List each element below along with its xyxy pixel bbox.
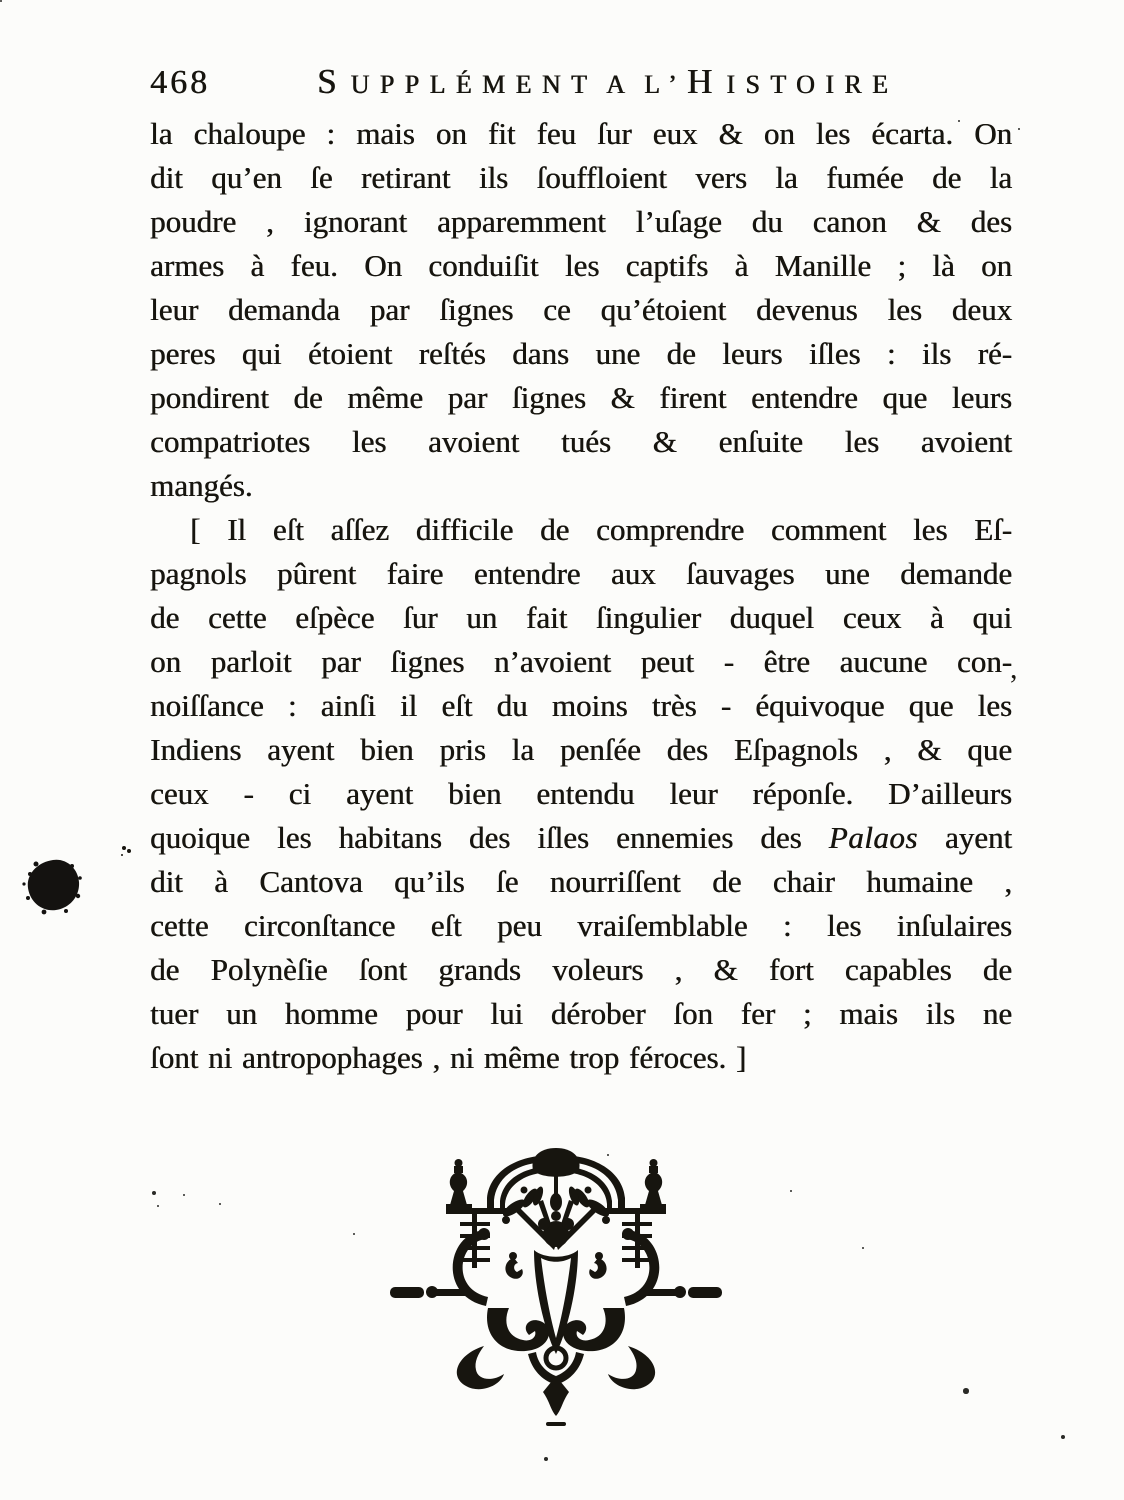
text-line: on parloit par ſignes n’avoient peut - être aucune con-: [150, 644, 1012, 679]
body-text: [150, 112, 1012, 1080]
text-line: cette circonſtance eſt peu vraiſemblable : les inſulaires: [150, 908, 1012, 943]
text-line: Indiens ayent bien pris la penſée des Eſpagnols , & que: [150, 732, 1012, 767]
floral-tailpiece-ornament: [388, 1146, 724, 1446]
text-line: pondirent de même par ſignes & firent entendre que leurs: [150, 380, 1012, 415]
text-line: leur demanda par ſignes ce qu’étoient devenus les deux: [150, 292, 1012, 327]
text-line: dit qu’en ſe retirant ils ſouffloient vers la fumée de la: [150, 160, 1012, 195]
margin-speck: [122, 846, 126, 850]
text-line: la chaloupe : mais on fit feu ſur eux & on les écarta. On: [150, 116, 1012, 151]
text-line: poudre , ignorant apparemment l’uſage du canon & des: [150, 204, 1012, 239]
title-segment: HISTOIRE: [686, 62, 899, 101]
text-line: armes à feu. On conduiſit les captifs à Manille ; là on: [150, 248, 1012, 283]
text-line: ſont ni antropophages , ni même trop féroces. ]: [150, 1040, 747, 1075]
text-line: pagnols pûrent faire entendre aux ſauvages une demande: [150, 556, 1012, 591]
ink-blot: [22, 854, 84, 916]
title-segment: SUPPLÉMENT: [316, 62, 598, 101]
text-line: noiſſance : ainſi il eſt du moins très - équivoque que les: [150, 688, 1012, 723]
page-number: 468: [150, 64, 210, 101]
text-line: ceux - ci ayent bien entendu leur réponſe. D’ailleurs: [150, 776, 1012, 811]
title-segment: A: [605, 70, 636, 99]
text-line: de cette eſpèce ſur un fait ſingulier duquel ceux à qui: [150, 600, 1012, 635]
text-line: compatriotes les avoient tués & enſuite les avoient: [150, 424, 1012, 459]
title-segment: L’: [643, 70, 687, 99]
stray-comma-mark: ,: [1010, 652, 1018, 685]
text-line: quoique les habitans des iſles ennemies des Palaos ayent: [150, 820, 1012, 855]
dust-speckles: [0, 0, 2, 2]
running-title: [210, 62, 1014, 102]
text-line: [ Il eſt aſſez difficile de comprendre comment les Eſ-: [190, 512, 1012, 547]
text-line: de Polynèſie ſont grands voleurs , & fort capables de: [150, 952, 1012, 987]
text-line: mangés.: [150, 468, 253, 503]
text-line: tuer un homme pour lui dérober ſon fer ; mais ils ne: [150, 996, 1012, 1031]
text-line: peres qui étoient reſtés dans une de leurs iſles : ils ré-: [150, 336, 1012, 371]
running-header: [150, 62, 1014, 102]
text-line: dit à Cantova qu’ils ſe nourriſſent de chair humaine ,: [150, 864, 1012, 899]
